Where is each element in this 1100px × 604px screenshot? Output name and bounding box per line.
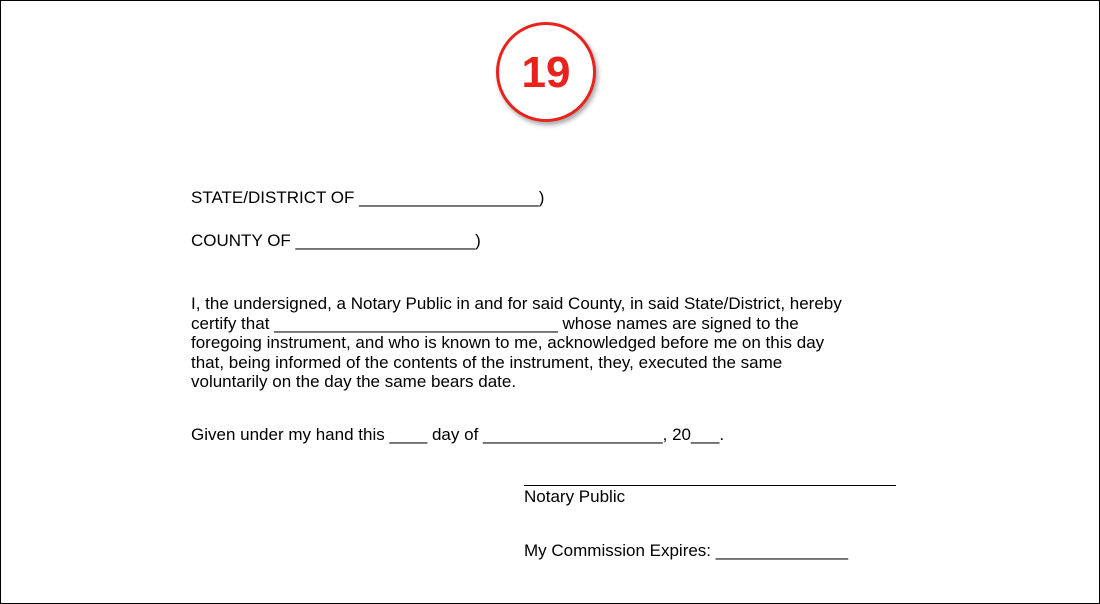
certificate-line: certify that ______________________________ whose names are signed to the: [191, 313, 799, 333]
state-district-line: STATE/DISTRICT OF ___________________): [191, 188, 545, 207]
given-under-hand-line: Given under my hand this ____ day of ___________________, 20___.: [191, 425, 725, 444]
county-line: COUNTY OF ___________________): [191, 231, 481, 250]
commission-expires-line: My Commission Expires: ______________: [524, 541, 849, 560]
certificate-line: foregoing instrument, and who is known to me, acknowledged before me on this day: [191, 333, 825, 352]
notary-public-label: Notary Public: [524, 487, 626, 506]
page-number: 19: [521, 48, 571, 97]
certificate-line: I, the undersigned, a Notary Public in and for said County, in said State/District, hereby: [191, 294, 842, 313]
certificate-line: voluntarily on the day the same bears date.: [191, 372, 517, 391]
notary-certificate-paragraph: [191, 294, 842, 392]
page-number-badge: [496, 22, 596, 122]
certificate-line: that, being informed of the contents of the instrument, they, executed the same: [191, 352, 783, 372]
